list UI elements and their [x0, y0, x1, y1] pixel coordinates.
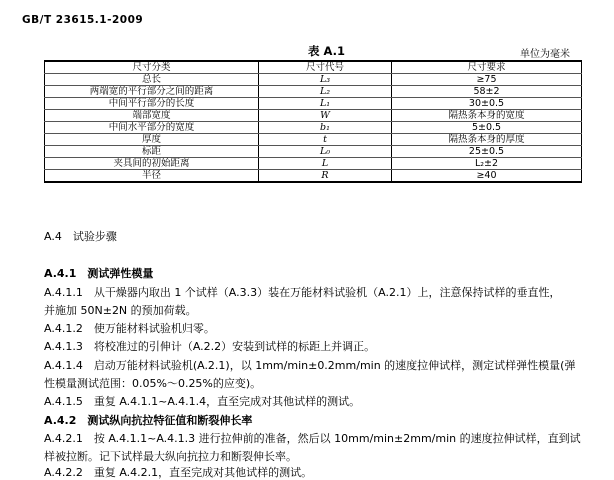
- cell-requirement: 30±0.5: [392, 98, 582, 110]
- paragraph-a422: A.4.2.2 重复 A.4.2.1，直至完成对其他试样的测试。: [44, 466, 313, 479]
- cell-symbol: b₁: [259, 122, 392, 134]
- cell-category: 总长: [45, 74, 259, 86]
- cell-requirement: 5±0.5: [392, 122, 582, 134]
- cell-requirement: ≥75: [392, 74, 582, 86]
- paragraph-a421-line2: 样被拉断。记下试样最大纵向抗拉力和断裂伸长率。: [44, 450, 297, 463]
- cell-requirement: ≥40: [392, 170, 582, 183]
- table-unit-note: 单位为毫米: [520, 49, 570, 60]
- table-row: [45, 134, 582, 146]
- dimension-spec-table: [44, 60, 582, 183]
- cell-category: 中间平行部分的长度: [45, 98, 259, 110]
- cell-category: 半径: [45, 170, 259, 183]
- cell-symbol: L₃: [259, 74, 392, 86]
- cell-symbol: L₂: [259, 86, 392, 98]
- table-row: [45, 110, 582, 122]
- document-header-standard-number: GB/T 23615.1-2009: [22, 14, 144, 26]
- subsection-heading-a41: A.4.1 测试弹性模量: [44, 267, 154, 280]
- paragraph-a414-line1: A.4.1.4 启动万能材料试验机(A.2.1)，以 1mm/min±0.2mm/min 的速度拉伸试样，测定试样弹性模量(弹: [44, 359, 576, 372]
- cell-requirement: 隔热条本身的厚度: [392, 134, 582, 146]
- cell-symbol: W: [259, 110, 392, 122]
- cell-symbol: L: [259, 158, 392, 170]
- table-row: [45, 122, 582, 134]
- cell-category: 中间水平部分的宽度: [45, 122, 259, 134]
- paragraph-a412: A.4.1.2 使万能材料试验机归零。: [44, 322, 215, 335]
- cell-category: 标距: [45, 146, 259, 158]
- table-row: [45, 86, 582, 98]
- paragraph-a411-line1: A.4.1.1 从干燥器内取出 1 个试样（A.3.3）装在万能材料试验机（A.2.1）上，注意保持试样的垂直性，: [44, 286, 561, 299]
- table-row: [45, 146, 582, 158]
- column-header-requirement: 尺寸要求: [392, 61, 582, 74]
- paragraph-a414-line2: 性模量测试范围：0.05%～0.25%的应变)。: [44, 377, 262, 390]
- cell-category: 端部宽度: [45, 110, 259, 122]
- table-row: [45, 74, 582, 86]
- cell-symbol: L₁: [259, 98, 392, 110]
- table-row: [45, 98, 582, 110]
- table-row: [45, 158, 582, 170]
- cell-symbol: R: [259, 170, 392, 183]
- paragraph-a421-line1: A.4.2.1 按 A.4.1.1~A.4.1.3 进行拉伸前的准备，然后以 10mm/min±2mm/min 的速度拉伸试样，直到试: [44, 432, 581, 445]
- section-heading-a4: A.4 试验步骤: [44, 230, 117, 243]
- cell-requirement: 隔热条本身的宽度: [392, 110, 582, 122]
- subsection-heading-a42: A.4.2 测试纵向抗拉特征值和断裂伸长率: [44, 414, 253, 427]
- cell-requirement: 58±2: [392, 86, 582, 98]
- table-header-row: [45, 61, 582, 74]
- paragraph-a411-line2: 并施加 50N±2N 的预加荷载。: [44, 304, 197, 317]
- column-header-symbol: 尺寸代号: [259, 61, 392, 74]
- cell-requirement: L₂±2: [392, 158, 582, 170]
- column-header-category: 尺寸分类: [45, 61, 259, 74]
- cell-symbol: L₀: [259, 146, 392, 158]
- cell-category: 两端宽的平行部分之间的距离: [45, 86, 259, 98]
- table-caption: 表 A.1: [308, 44, 345, 58]
- paragraph-a413: A.4.1.3 将校准过的引伸计（A.2.2）安装到试样的标距上并调正。: [44, 340, 376, 353]
- cell-category: 厚度: [45, 134, 259, 146]
- paragraph-a415: A.4.1.5 重复 A.4.1.1~A.4.1.4，直至完成对其他试样的测试。: [44, 395, 361, 408]
- cell-category: 夹具间的初始距离: [45, 158, 259, 170]
- cell-requirement: 25±0.5: [392, 146, 582, 158]
- table-row: [45, 170, 582, 183]
- cell-symbol: t: [259, 134, 392, 146]
